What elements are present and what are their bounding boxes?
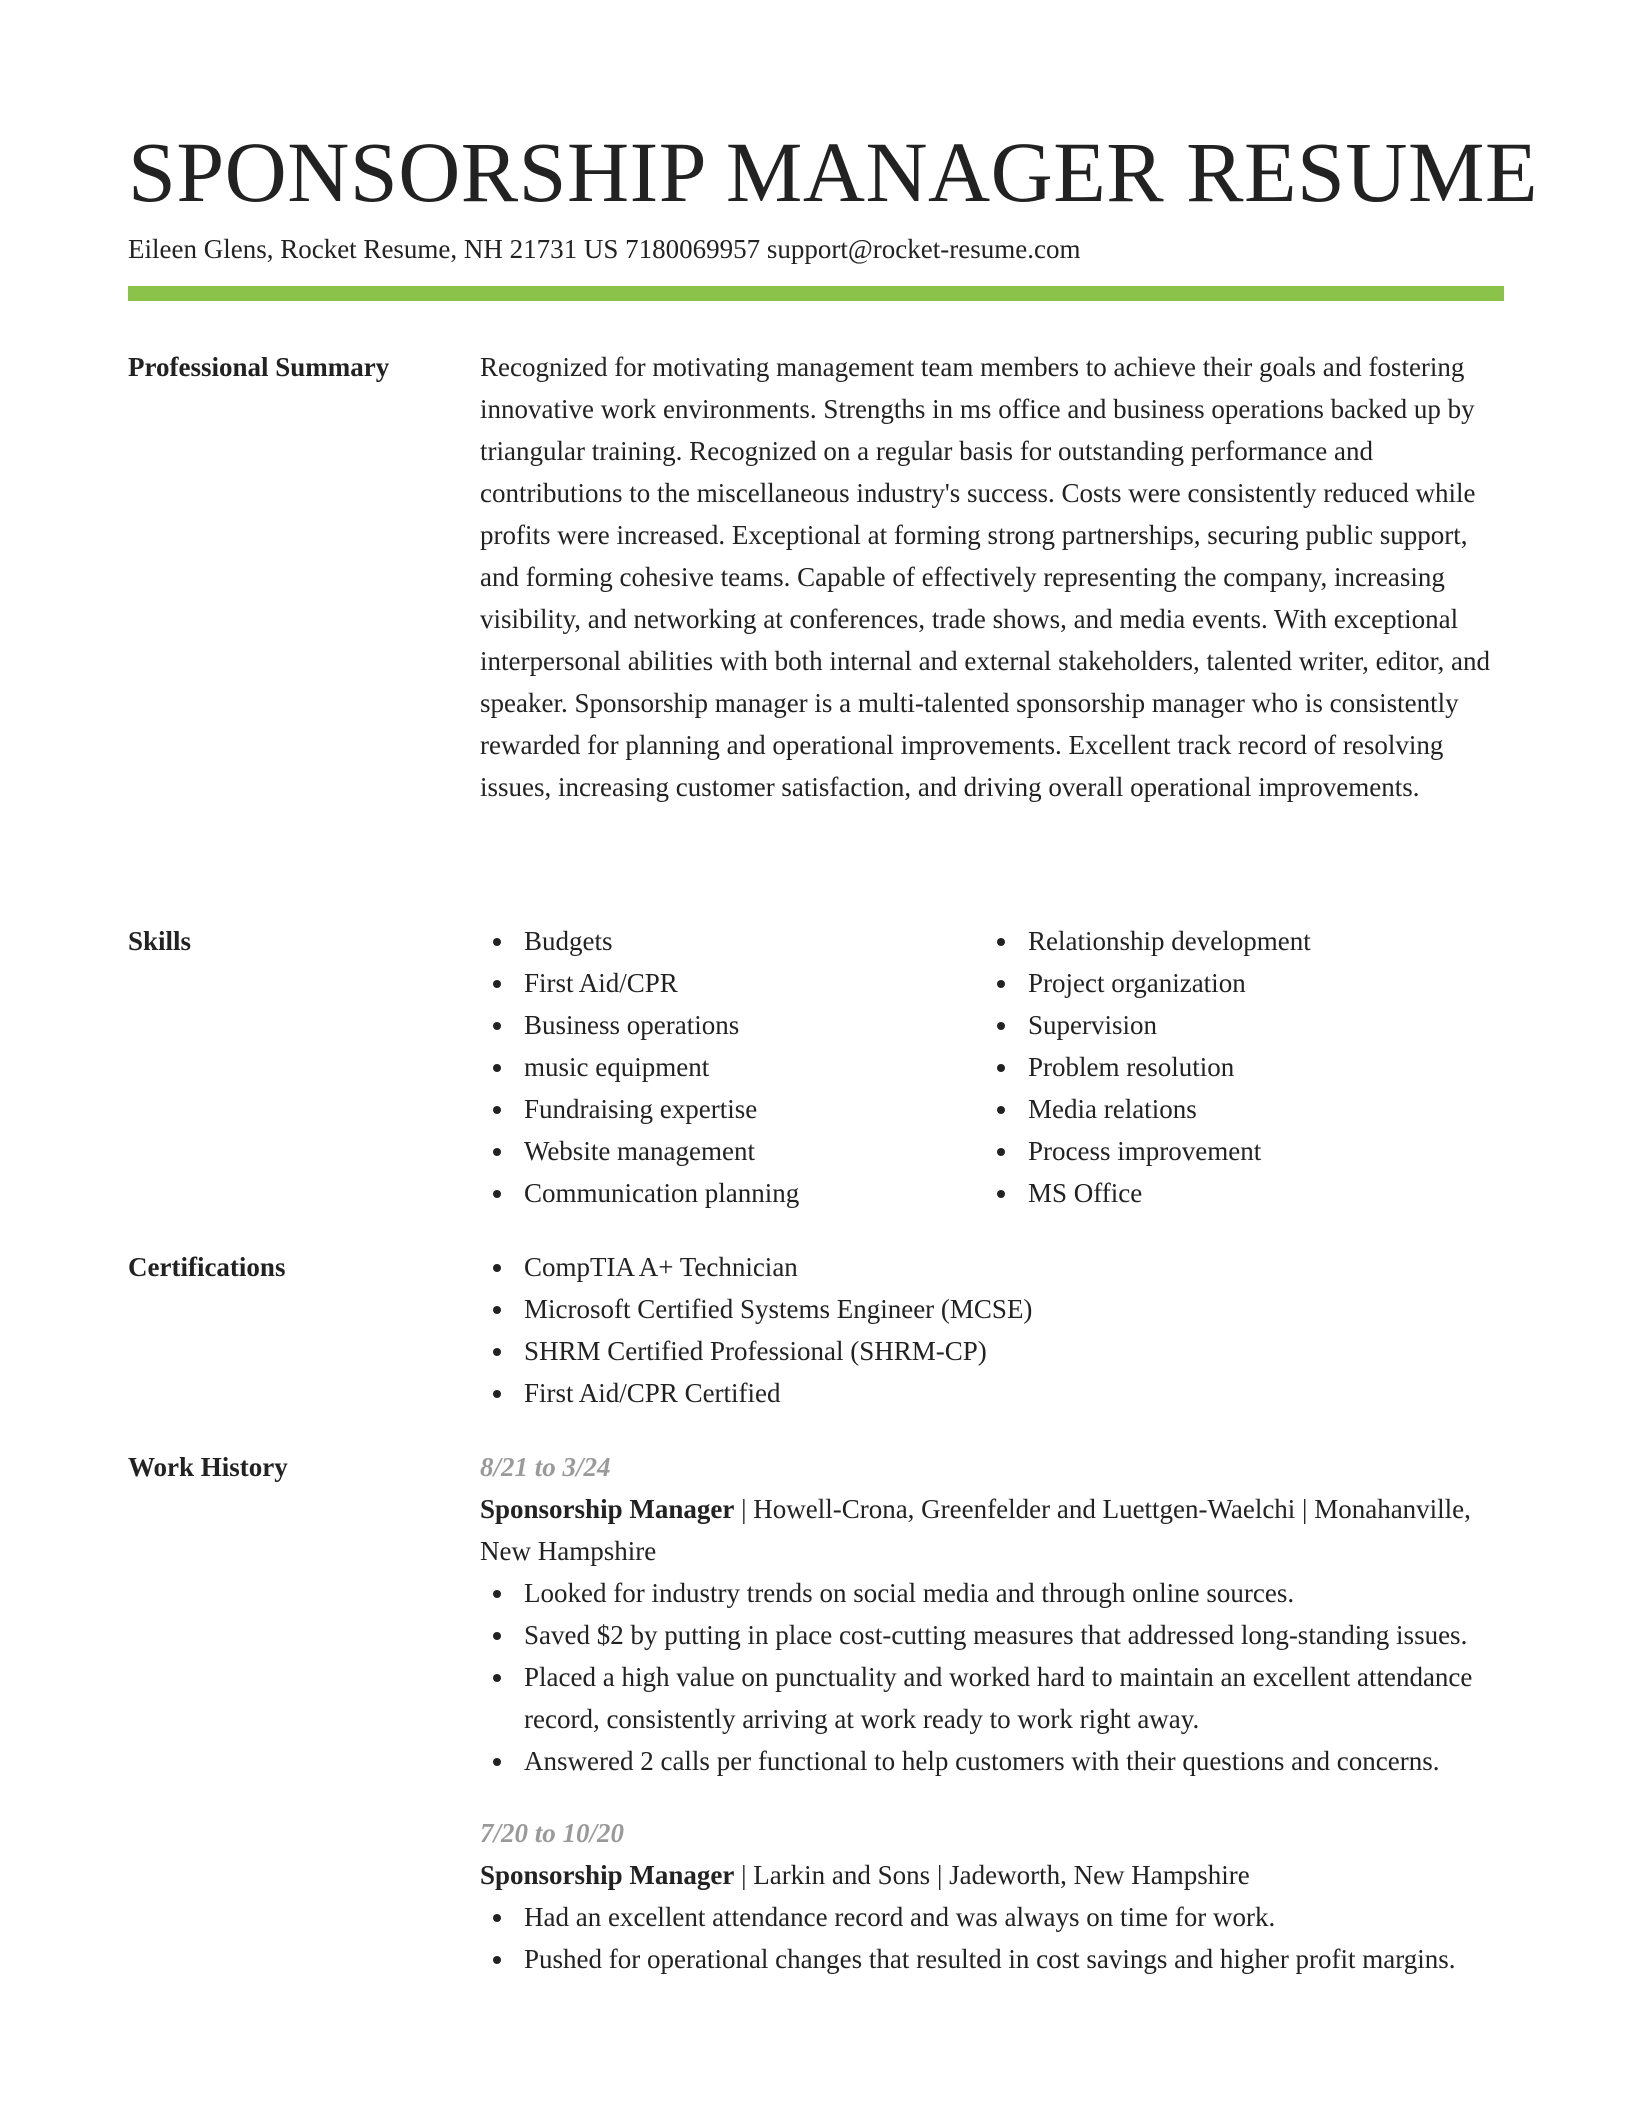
skill-item bbox=[480, 920, 984, 962]
skills-body bbox=[480, 920, 1504, 1214]
job-bullet-text: Saved $2 by putting in place cost-cutting measures that addressed long-standing issues. bbox=[524, 1620, 1468, 1650]
certifications-label: Certifications bbox=[128, 1252, 286, 1282]
certification-label: SHRM Certified Professional (SHRM-CP) bbox=[524, 1336, 987, 1366]
bullet-dot bbox=[493, 1264, 501, 1272]
job-bullets bbox=[480, 1572, 1504, 1782]
skill-label: Communication planning bbox=[524, 1178, 800, 1208]
certification-item bbox=[480, 1372, 1504, 1414]
skill-label: Supervision bbox=[1028, 1010, 1158, 1040]
skill-label: MS Office bbox=[1028, 1178, 1143, 1208]
bullet-dot bbox=[997, 1148, 1005, 1156]
job-bullet bbox=[480, 1614, 1504, 1656]
bullet-dot bbox=[493, 1956, 501, 1964]
skill-label: music equipment bbox=[524, 1052, 710, 1082]
job-bullets bbox=[480, 1896, 1504, 1980]
summary-body bbox=[480, 346, 1504, 808]
bullet-dot bbox=[493, 1390, 501, 1398]
summary-label: Professional Summary bbox=[128, 352, 390, 382]
bullet-dot bbox=[997, 1190, 1005, 1198]
bullet-dot bbox=[493, 1190, 501, 1198]
certification-label: First Aid/CPR Certified bbox=[524, 1378, 781, 1408]
job-title-line bbox=[480, 1488, 1504, 1572]
skill-label: Relationship development bbox=[1028, 926, 1311, 956]
bullet-dot bbox=[493, 1106, 501, 1114]
bullet-dot bbox=[493, 938, 501, 946]
job-bullet-text: Placed a high value on punctuality and worked hard to maintain an excellent attendance record, consistently arriving at work ready to work right away. bbox=[524, 1662, 1473, 1734]
skill-label: Project organization bbox=[1028, 968, 1246, 998]
skill-item bbox=[984, 962, 1488, 1004]
job-bullet-text: Looked for industry trends on social media and through online sources. bbox=[524, 1578, 1295, 1608]
contact-line: Eileen Glens, Rocket Resume, NH 21731 US 7180069957 support@rocket-resume.com bbox=[128, 234, 1081, 264]
certification-label: CompTIA A+ Technician bbox=[524, 1252, 798, 1282]
bullet-dot bbox=[493, 1758, 501, 1766]
skill-item bbox=[480, 1172, 984, 1214]
skill-label: Problem resolution bbox=[1028, 1052, 1235, 1082]
job-dates: 7/20 to 10/20 bbox=[480, 1818, 625, 1848]
skill-label: Business operations bbox=[524, 1010, 740, 1040]
skill-item bbox=[480, 1130, 984, 1172]
bullet-dot bbox=[493, 1148, 501, 1156]
skill-label: First Aid/CPR bbox=[524, 968, 678, 998]
job-bullet-text: Pushed for operational changes that resulted in cost savings and higher profit margins. bbox=[524, 1944, 1456, 1974]
job-bullet bbox=[480, 1938, 1504, 1980]
job-title-line bbox=[480, 1854, 1504, 1896]
certification-item bbox=[480, 1246, 1504, 1288]
certification-label: Microsoft Certified Systems Engineer (MCSE) bbox=[524, 1294, 1033, 1324]
skill-label: Media relations bbox=[1028, 1094, 1197, 1124]
skill-item bbox=[984, 1130, 1488, 1172]
skills-column-right bbox=[984, 920, 1488, 1214]
bullet-dot bbox=[997, 1064, 1005, 1072]
bullet-dot bbox=[493, 1022, 501, 1030]
bullet-dot bbox=[493, 1306, 501, 1314]
job-bullet bbox=[480, 1740, 1504, 1782]
work-history-body bbox=[480, 1446, 1504, 2010]
bullet-dot bbox=[493, 1064, 501, 1072]
bullet-dot bbox=[493, 1674, 501, 1682]
work-history-label: Work History bbox=[128, 1452, 288, 1482]
summary-text: Recognized for motivating management team members to achieve their goals and fostering innovative work environments. Strengths in ms office and business operations backed up by triangular training. Recognized on a regular basis for outstanding performance and contributions to the miscellaneous industry's success. Costs were consistently reduced while profits were increased. Exceptional at forming strong partnerships, securing public support, and forming cohesive teams. Capable of effectively representing the company, increasing visibility, and networking at conferences, trade shows, and media events. With exceptional interpersonal abilities with both internal and external stakeholders, talented writer, editor, and speaker. Sponsorship manager is a multi-talented sponsorship manager who is consistently rewarded for planning and operational improvements. Excellent track record of resolving issues, increasing customer satisfaction, and driving overall operational improvements. bbox=[480, 352, 1491, 802]
certifications-body bbox=[480, 1246, 1504, 1414]
skill-item bbox=[480, 962, 984, 1004]
job-dates: 8/21 to 3/24 bbox=[480, 1452, 611, 1482]
bullet-dot bbox=[493, 980, 501, 988]
job-role: Sponsorship Manager bbox=[480, 1860, 735, 1890]
bullet-dot bbox=[493, 1590, 501, 1598]
skill-item bbox=[480, 1004, 984, 1046]
bullet-dot bbox=[493, 1914, 501, 1922]
job-entry bbox=[480, 1446, 1504, 1782]
job-role: Sponsorship Manager bbox=[480, 1494, 735, 1524]
job-details: | Howell-Crona, Greenfelder and Luettgen-Waelchi | Monahanville, New Hampshire bbox=[480, 1494, 1471, 1566]
resume-title: SPONSORSHIP MANAGER RESUME bbox=[128, 124, 1538, 220]
job-bullet bbox=[480, 1896, 1504, 1938]
skill-item bbox=[984, 1046, 1488, 1088]
bullet-dot bbox=[493, 1632, 501, 1640]
skill-label: Website management bbox=[524, 1136, 755, 1166]
skills-label: Skills bbox=[128, 926, 192, 956]
skill-item bbox=[984, 1088, 1488, 1130]
job-entry bbox=[480, 1812, 1504, 1980]
skill-label: Process improvement bbox=[1028, 1136, 1262, 1166]
bullet-dot bbox=[493, 1348, 501, 1356]
certification-item bbox=[480, 1288, 1504, 1330]
bullet-dot bbox=[997, 980, 1005, 988]
skill-label: Fundraising expertise bbox=[524, 1094, 758, 1124]
bullet-dot bbox=[997, 938, 1005, 946]
bullet-dot bbox=[997, 1022, 1005, 1030]
job-bullet-text: Answered 2 calls per functional to help customers with their questions and concerns. bbox=[524, 1746, 1440, 1776]
skill-item bbox=[984, 920, 1488, 962]
skill-item bbox=[480, 1046, 984, 1088]
skills-column-left bbox=[480, 920, 984, 1214]
job-bullet bbox=[480, 1656, 1504, 1740]
certification-item bbox=[480, 1330, 1504, 1372]
job-details: | Larkin and Sons | Jadeworth, New Hampshire bbox=[734, 1860, 1250, 1890]
skill-item bbox=[984, 1004, 1488, 1046]
header-accent-rule bbox=[128, 286, 1504, 301]
skill-label: Budgets bbox=[524, 926, 613, 956]
skill-item bbox=[984, 1172, 1488, 1214]
job-bullet-text: Had an excellent attendance record and was always on time for work. bbox=[524, 1902, 1276, 1932]
bullet-dot bbox=[997, 1106, 1005, 1114]
skill-item bbox=[480, 1088, 984, 1130]
job-bullet bbox=[480, 1572, 1504, 1614]
